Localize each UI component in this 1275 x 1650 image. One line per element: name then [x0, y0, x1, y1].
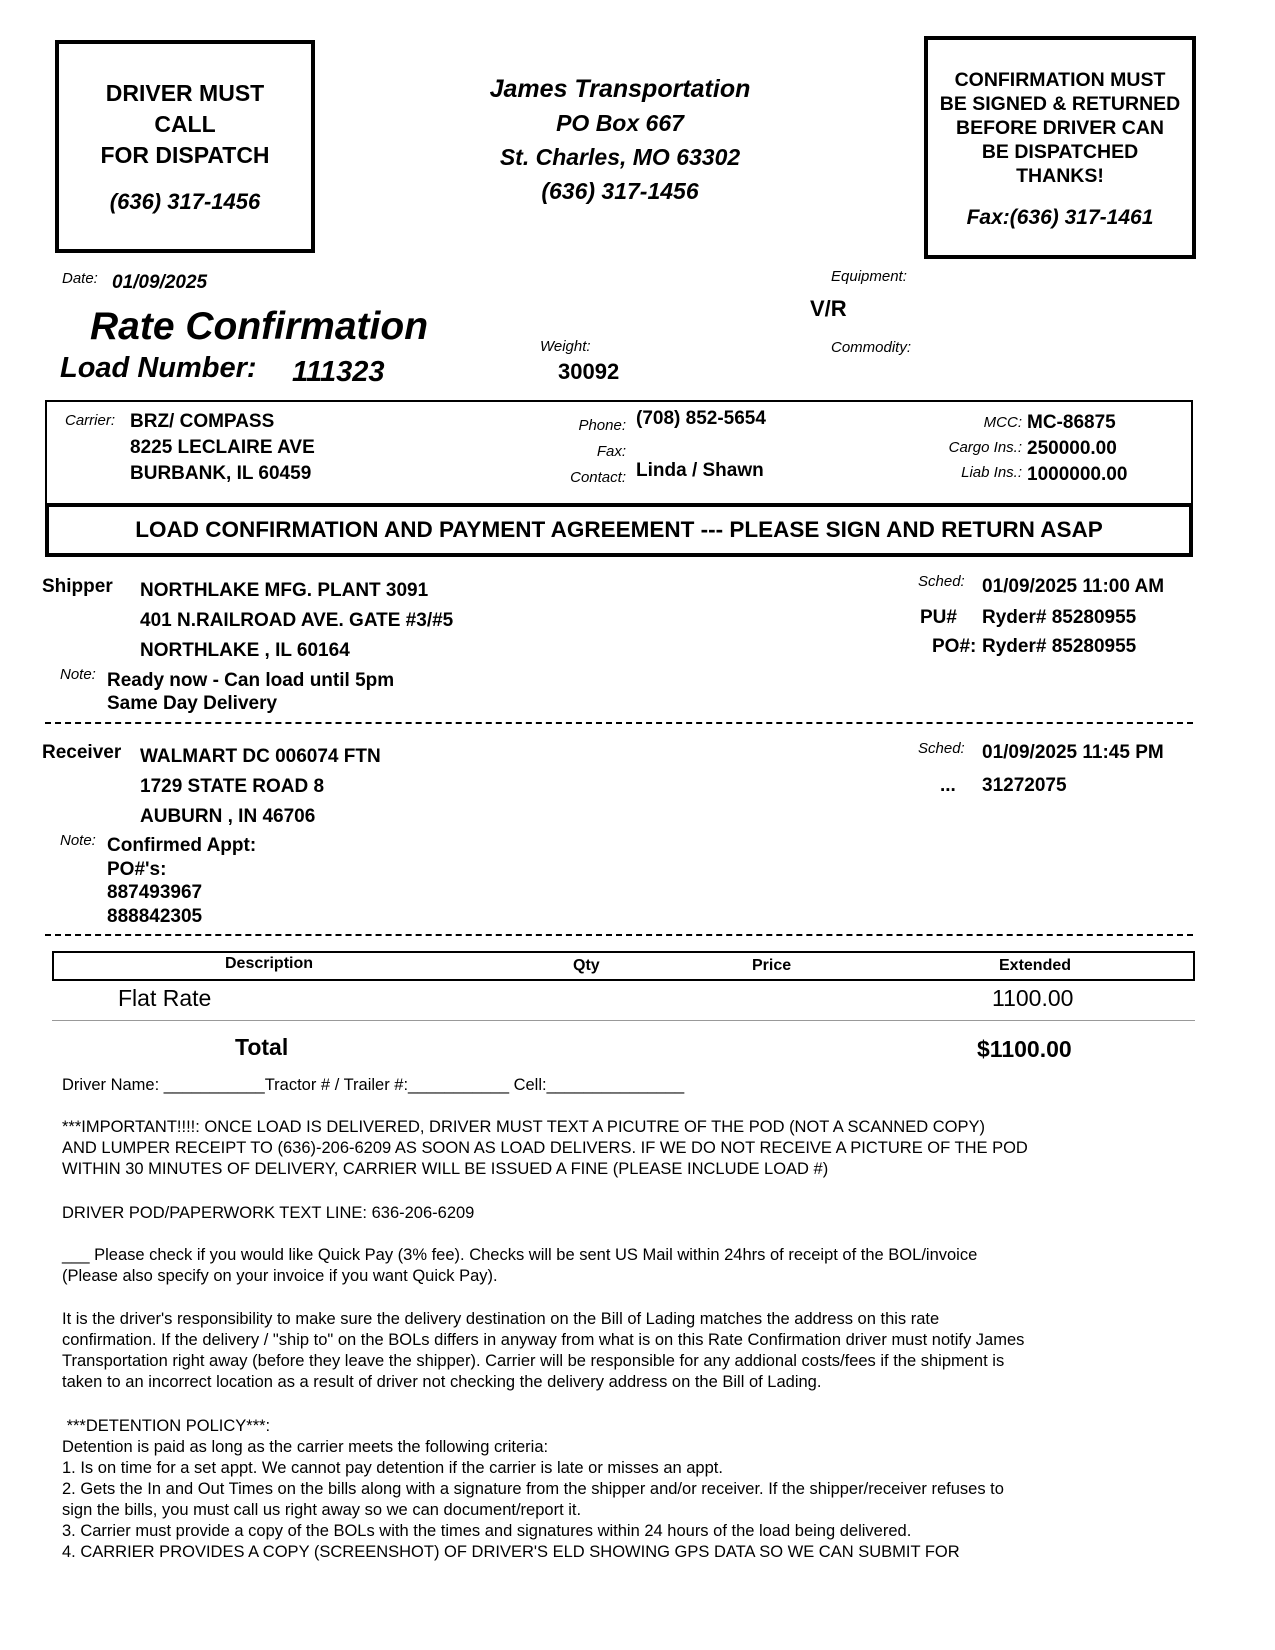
carrier-insurance-values — [1027, 410, 1127, 488]
important-line-1: ***IMPORTANT!!!!: ONCE LOAD IS DELIVERED, DRIVER MUST TEXT A PICUTRE OF THE POD (NOT A SCANNED COPY) — [62, 1118, 985, 1136]
responsibility-notice — [62, 1309, 1024, 1393]
equipment-label: Equipment: — [831, 268, 907, 285]
mcc-value: MC-86875 — [1027, 412, 1116, 433]
receiver-name: WALMART DC 006074 FTN — [140, 746, 381, 767]
confirmation-fax: Fax:(636) 317-1461 — [966, 206, 1154, 229]
cargo-ins-value: 250000.00 — [1027, 438, 1117, 459]
mcc-label: MCC: — [983, 414, 1022, 431]
detention-title: ***DETENTION POLICY***: — [62, 1417, 271, 1435]
col-price: Price — [752, 957, 792, 974]
receiver-note-line-3: 887493967 — [107, 882, 203, 903]
shipper-label: Shipper — [42, 576, 113, 597]
carrier-contact: Linda / Shawn — [636, 460, 764, 481]
shipper-address-1: 401 N.RAILROAD AVE. GATE #3/#5 — [140, 610, 454, 631]
responsibility-line-4: taken to an incorrect location as a result of driver not checking the delivery address on the Bill of Lading. — [62, 1373, 822, 1391]
dispatch-notice-box — [55, 40, 315, 253]
company-name: James Transportation — [489, 75, 751, 103]
shipper-note — [107, 669, 394, 715]
driver-info-line: Driver Name: ___________Tractor # / Trailer #:___________ Cell:_______________ — [62, 1076, 685, 1094]
confirmation-line-1: CONFIRMATION MUST — [954, 69, 1166, 91]
receiver-note-label: Note: — [60, 832, 96, 849]
weight-value: 30092 — [558, 359, 620, 384]
important-line-2: AND LUMPER RECEIPT TO (636)-206-6209 AS SOON AS LOAD DELIVERS. IF WE DO NOT RECEIVE A PICTURE OF THE POD — [62, 1139, 1028, 1157]
detention-item-3: 3. Carrier must provide a copy of the BOLs with the times and signatures within 24 hours of the load being delivered. — [62, 1522, 912, 1540]
shipper-address-2: NORTHLAKE , IL 60164 — [140, 640, 350, 661]
confirmation-line-2: BE SIGNED & RETURNED — [939, 93, 1181, 115]
carrier-label: Carrier: — [65, 412, 116, 429]
shipper-note-label: Note: — [60, 666, 96, 683]
charge-extended: 1100.00 — [992, 985, 1074, 1011]
confirmation-line-5: THANKS! — [1016, 165, 1104, 187]
shipper-note-line-2: Same Day Delivery — [107, 693, 278, 714]
agreement-banner-text: LOAD CONFIRMATION AND PAYMENT AGREEMENT --- PLEASE SIGN AND RETURN ASAP — [135, 517, 1103, 542]
receiver-sched: 01/09/2025 11:45 PM — [982, 742, 1164, 763]
confirmation-line-3: BEFORE DRIVER CAN — [955, 117, 1165, 139]
receiver-note — [107, 834, 256, 928]
company-address-1: PO Box 667 — [556, 110, 684, 136]
col-extended: Extended — [999, 957, 1072, 974]
dispatch-line-1: DRIVER MUST — [105, 80, 265, 106]
divider-dashed — [45, 722, 1193, 724]
charge-description: Flat Rate — [118, 985, 212, 1011]
po-label: PO#: — [932, 636, 977, 657]
carrier-name: BRZ/ COMPASS — [130, 411, 275, 432]
po-value: Ryder# 85280955 — [982, 636, 1137, 657]
phone-label: Phone: — [578, 417, 626, 434]
company-address-2: St. Charles, MO 63302 — [499, 144, 741, 170]
dispatch-line-3: FOR DISPATCH — [100, 142, 270, 168]
liab-ins-value: 1000000.00 — [1027, 464, 1128, 485]
detention-item-2b: sign the bills, you must call us right away so we can document/report it. — [62, 1501, 582, 1519]
responsibility-line-2: confirmation. If the delivery / "ship to" on the BOLs differs in anyway from what is on this Rate Confirmation driver must notify James — [62, 1331, 1025, 1349]
contact-label: Contact: — [570, 469, 626, 486]
shipper-note-line-1: Ready now - Can load until 5pm — [107, 670, 395, 691]
divider-dashed — [45, 934, 1193, 936]
charge-row-divider — [52, 1020, 1195, 1021]
dispatch-phone: (636) 317-1456 — [109, 189, 261, 214]
page-title: Rate Confirmation — [90, 305, 429, 348]
company-phone: (636) 317-1456 — [541, 178, 699, 204]
shipper-address-block — [140, 576, 453, 666]
receiver-note-line-2: PO#'s: — [107, 858, 167, 880]
weight-label: Weight: — [540, 338, 591, 355]
shipper-sched: 01/09/2025 11:00 AM — [982, 576, 1165, 597]
carrier-contact-values — [636, 406, 766, 484]
detention-item-2a: 2. Gets the In and Out Times on the bills along with a signature from the shipper and/or receiver. If the shipper/receiver refuses to — [62, 1480, 1004, 1498]
total-value: $1100.00 — [977, 1036, 1072, 1062]
col-qty: Qty — [573, 957, 600, 974]
receiver-label: Receiver — [42, 742, 122, 763]
quick-pay-notice — [62, 1245, 977, 1287]
pod-text-line: DRIVER POD/PAPERWORK TEXT LINE: 636-206-6209 — [62, 1204, 475, 1222]
quick-pay-line-1: ___ Please check if you would like Quick Pay (3% fee). Checks will be sent US Mail within 24hrs of receipt of the BOL/invoice — [62, 1246, 978, 1264]
receiver-address-block — [140, 742, 381, 832]
confirmation-notice-box — [924, 36, 1196, 259]
pu-label: PU# — [920, 607, 957, 628]
commodity-label: Commodity: — [831, 339, 912, 356]
load-number-label: Load Number: — [60, 352, 257, 384]
carrier-insurance-labels — [880, 410, 1022, 485]
shipper-name: NORTHLAKE MFG. PLANT 3091 — [140, 580, 429, 601]
responsibility-line-1: It is the driver's responsibility to make sure the delivery destination on the Bill of Lading matches the address on this rate — [62, 1310, 940, 1328]
carrier-fax — [636, 432, 766, 458]
responsibility-line-3: Transportation right away (before they leave the shipper). Carrier will be responsible for any addional costs/fees if the shipment is — [62, 1352, 1005, 1370]
pu-value: Ryder# 85280955 — [982, 607, 1137, 628]
receiver-address-2: AUBURN , IN 46706 — [140, 806, 316, 827]
receiver-ref: 31272075 — [982, 775, 1067, 796]
company-block — [420, 72, 820, 208]
receiver-sched-label: Sched: — [918, 740, 965, 757]
date-value: 01/09/2025 — [112, 272, 208, 293]
receiver-ref-label: ... — [940, 775, 956, 796]
receiver-note-line-4: 888842305 — [107, 905, 203, 927]
receiver-note-line-1: Confirmed Appt: — [107, 835, 257, 856]
cargo-ins-label: Cargo Ins.: — [948, 439, 1022, 456]
detention-item-1: 1. Is on time for a set appt. We cannot pay detention if the carrier is late or misses an appt. — [62, 1459, 723, 1477]
carrier-phone: (708) 852-5654 — [636, 408, 766, 429]
detention-intro: Detention is paid as long as the carrier meets the following criteria: — [62, 1438, 549, 1456]
load-number-value: 111323 — [292, 356, 385, 388]
col-description: Description — [225, 955, 314, 972]
carrier-name-block — [130, 409, 315, 487]
carrier-contact-labels — [520, 413, 626, 491]
liab-ins-label: Liab Ins.: — [961, 464, 1022, 481]
total-label: Total — [235, 1034, 289, 1060]
confirmation-line-4: BE DISPATCHED — [981, 141, 1139, 163]
dispatch-line-2: CALL — [154, 111, 216, 137]
detention-policy — [62, 1416, 1004, 1563]
equipment-value: V/R — [810, 296, 847, 321]
carrier-address-1: 8225 LECLAIRE AVE — [130, 437, 315, 458]
quick-pay-line-2: (Please also specify on your invoice if you want Quick Pay). — [62, 1267, 498, 1285]
date-label: Date: — [62, 270, 98, 287]
fax-label: Fax: — [596, 443, 626, 460]
important-line-3: WITHIN 30 MINUTES OF DELIVERY, CARRIER WILL BE ISSUED A FINE (PLEASE INCLUDE LOAD #) — [62, 1160, 829, 1178]
carrier-address-2: BURBANK, IL 60459 — [130, 463, 312, 484]
shipper-sched-label: Sched: — [918, 573, 965, 590]
agreement-banner — [45, 503, 1193, 557]
detention-item-4: 4. CARRIER PROVIDES A COPY (SCREENSHOT) OF DRIVER'S ELD SHOWING GPS DATA SO WE CAN SUBMIT FOR — [62, 1543, 960, 1561]
receiver-address-1: 1729 STATE ROAD 8 — [140, 776, 325, 797]
important-notice — [62, 1117, 1028, 1180]
